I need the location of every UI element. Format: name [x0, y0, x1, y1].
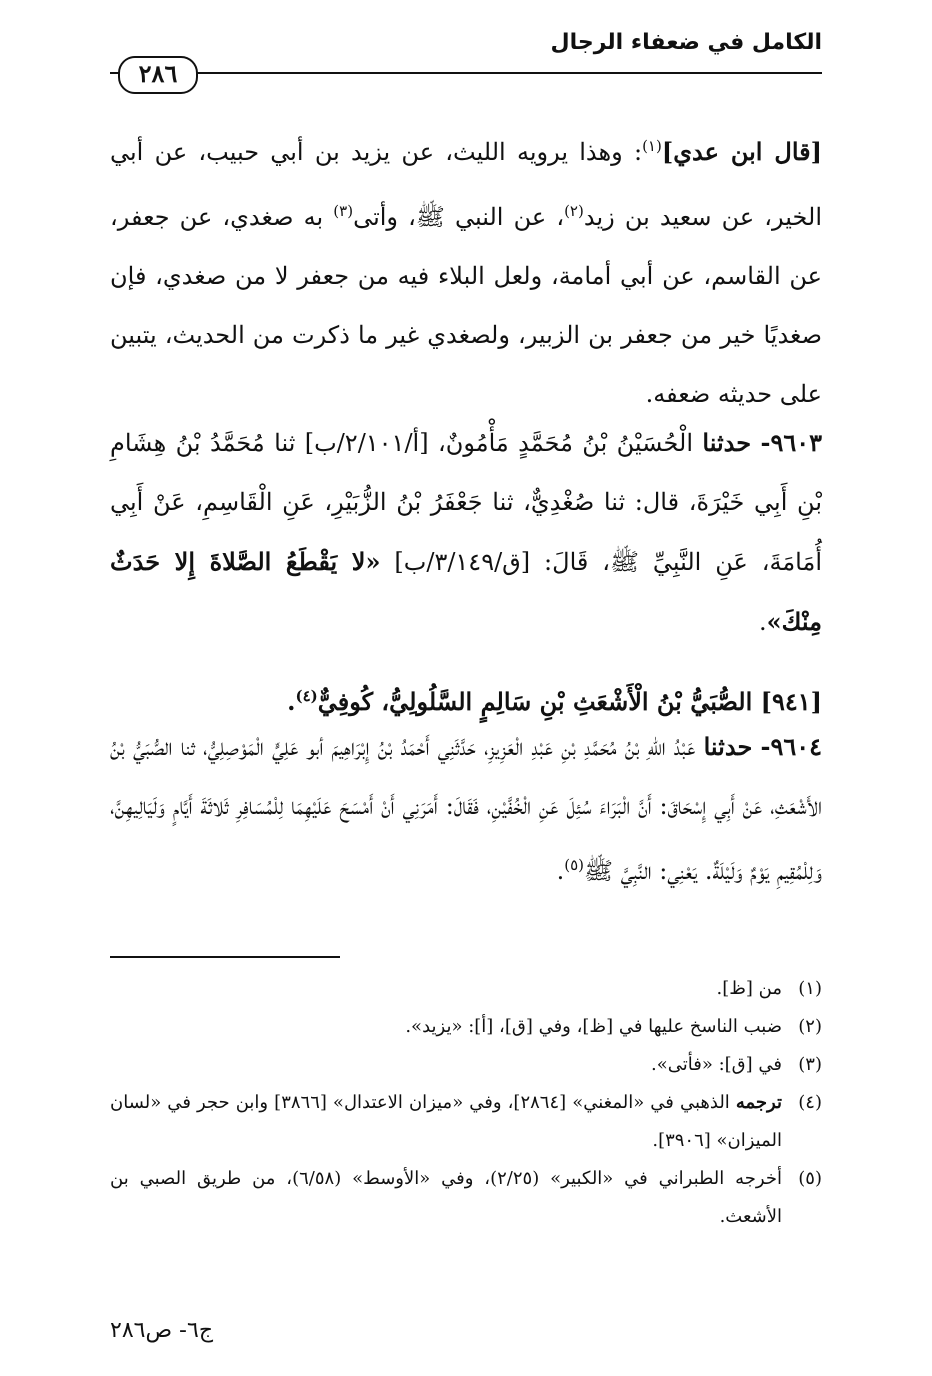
page-footer: ج٦- ص٢٨٦ — [110, 1318, 214, 1343]
running-header-title: الكامل في ضعفاء الرجال — [550, 30, 822, 55]
footnote-ref-5[interactable]: (٥) — [564, 856, 585, 874]
footnote-4 — [110, 1084, 822, 1160]
ibn-adi-label: [قال ابن عدي] — [661, 137, 823, 166]
footnote-text: من [ظ]. — [716, 978, 782, 999]
hadith-end: . — [556, 857, 565, 885]
footnote-text-rest: الذهبي في «المغني» [٢٨٦٤]، وفي «ميزان الاعتدال» [٣٨٦٦] وابن حجر في «لسان الميزان» [٣٩٠٦]. — [110, 1092, 782, 1151]
heading-end: . — [287, 687, 296, 716]
footnote-ref-2[interactable]: (٢) — [564, 202, 584, 220]
footnotes — [110, 970, 822, 1236]
footnote-bold-word: ترجمه — [735, 1092, 782, 1113]
hadith-end: . — [759, 608, 767, 636]
hadith-quote: «لا يَقْطَعُ الصَّلاةَ إِلا حَدَثٌ مِنْكَ» — [110, 547, 822, 636]
footnote-1 — [110, 970, 822, 1008]
footnote-number: (٤) — [798, 1092, 822, 1113]
haddathana-label: حدثنا — [702, 428, 752, 457]
hadith-number: ٩٦٠٤- — [760, 732, 822, 761]
hadith-text: الْحُسَيْنُ بْنُ مُحَمَّدٍ مَأْمُونٌ، [أ/٢/١٠١/ب] ثنا مُحَمَّدُ بْنُ هِشَامِ بْنِ أَبِي خَيْرَةَ، قال: ثنا صُغْدِيٌّ، ثنا جَعْفَرُ بْنُ الزُّبَيْرِ، عَنِ الْقَاسِمِ، عَنْ أَبِي أُمَامَةَ، عَنِ النَّبِيِّ ﷺ، قَالَ: [ق/٣/١٤٩/ب] — [110, 429, 823, 576]
hadith-text: عَبْدُ اللهِ بْنُ مُحَمَّدِ بْنِ عَبْدِ الْعَزِيزِ، حَدَّثَنِي أَحْمَدُ بْنُ إِبْرَاهِيمَ أبو عَلِيٍّ الْمَوْصِلِيُّ، ثنا الصُّبَيُّ بْنُ الأَشْعَثِ، عَنْ أَبِي إِسْحَاقَ: أَنَّ الْبَرَاءَ سُئِلَ عَنِ الْخُفَّيْنِ، فَقَالَ: أَمَرَنِي أَنْ أَمْسَحَ عَلَيْهِمَا لِلْمُسَافِرِ ثَلاثَةَ أَيَّامٍ وَلَيَالِيهِنَّ، وَلِلْمُقِيمِ يَوْمٌ وَلَيْلَةٌ. يَعْنِي: النَّبِيَّ ﷺ — [110, 733, 822, 885]
hadith-9604 — [110, 717, 822, 901]
footnote-5 — [110, 1160, 822, 1236]
footnote-number: (٣) — [798, 1054, 822, 1075]
paragraph-text: : وهذا يرويه الليث، عن يزيد بن أبي حبيب، عن أبي الخير، عن سعيد بن زيد — [110, 138, 822, 231]
footnote-3 — [110, 1046, 822, 1084]
footnote-separator — [110, 956, 340, 958]
hadith-9603 — [110, 413, 822, 652]
footnote-text — [110, 1084, 782, 1160]
header-rule — [110, 72, 822, 74]
haddathana-label: حدثنا — [703, 732, 753, 761]
paragraph-text: ، عن النبي ﷺ، وأتى — [353, 203, 565, 231]
footnote-ref-1[interactable]: (١) — [642, 137, 662, 155]
footnote-number: (١) — [798, 978, 822, 999]
entry-heading-label: [٩٤١] الصُّبَيُّ بْنُ الْأَشْعَثِ بْنِ سَالِمٍ السَّلُولِيُّ، كُوفِيٌّ — [317, 687, 822, 716]
footnote-text: في [ق]: «فأتى». — [651, 1054, 782, 1075]
paragraph-text: به صغدي، عن جعفر، عن القاسم، عن أبي أمامة، ولعل البلاء فيه من جعفر لا من صغدي، فإن صغديًا خير من جعفر بن الزبير، ولصغدي غير ما ذكرت من الحديث، يتبين على حديثه ضعفه. — [110, 203, 822, 408]
footnote-ref-4[interactable]: (٤) — [295, 687, 318, 705]
footnote-text: ضبب الناسخ عليها في [ظ]، وفي [ق]، [أ]: «يزيد». — [405, 1016, 782, 1037]
footnote-text: أخرجه الطبراني في «الكبير» (٢/٢٥)، وفي «الأوسط» (٦/٥٨)، من طريق الصبي بن الأشعث. — [110, 1168, 782, 1227]
footnote-number: (٢) — [798, 1016, 822, 1037]
footnote-number: (٥) — [798, 1168, 822, 1189]
page-number: ٢٨٦ — [118, 56, 198, 94]
footnote-2 — [110, 1008, 822, 1046]
footnote-ref-3[interactable]: (٣) — [333, 202, 354, 220]
paragraph-ibn-adi — [110, 117, 822, 424]
hadith-number: ٩٦٠٣- — [760, 428, 822, 457]
